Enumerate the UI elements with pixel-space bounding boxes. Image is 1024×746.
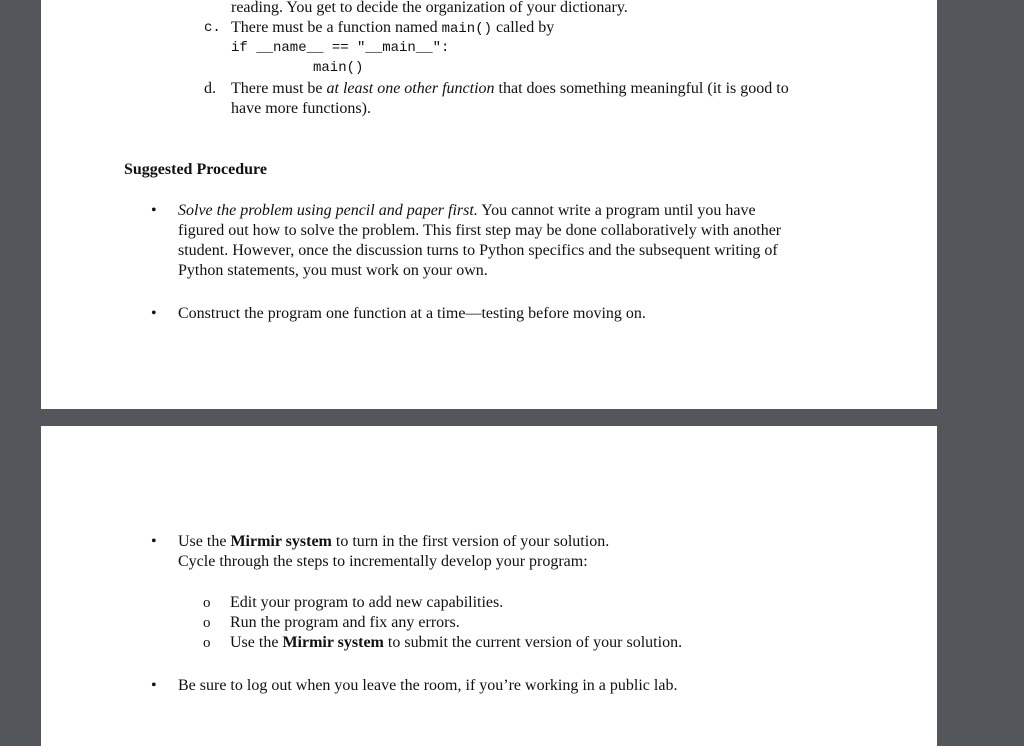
bullet3-line2: Cycle through the steps to incrementally develop your program: [178,553,588,570]
sub-bullet-symbol: o [203,635,211,651]
subitem-submit [230,633,682,653]
sub-bullet-symbol: o [203,615,211,631]
bullet-symbol: • [151,533,157,550]
item-d-text [231,79,789,99]
bullet-symbol: • [151,202,157,219]
text-line-reading: reading. You get to decide the organization of your dictionary. [231,0,628,16]
bullet1-line1 [178,201,756,221]
list-letter-d: d. [204,80,216,97]
bullet-symbol: • [151,677,157,694]
document-page-2 [41,426,937,746]
item-c-text-before: There must be a function named [231,19,438,36]
item-d-line2: have more functions). [231,100,371,117]
code-line-main-call: main() [313,60,364,76]
subitem-submit-bold: Mirmir system [282,634,384,651]
bullet4-text: Be sure to log out when you leave the room, if you’re working in a public lab. [178,677,678,694]
bullet1-line2: figured out how to solve the problem. This first step may be done collaboratively with another [178,222,782,239]
item-c-text-after: called by [496,19,555,36]
subitem-run: Run the program and fix any errors. [230,614,460,631]
item-d-emphasis: at least one other function [326,80,495,97]
bullet3-bold: Mirmir system [230,533,332,550]
bullet3-before: Use the [178,533,227,550]
section-heading: Suggested Procedure [124,161,267,178]
document-page-1 [41,0,937,409]
list-letter-c: c. [204,20,221,36]
code-line-if-name-main: if __name__ == "__main__": [231,40,450,56]
item-d-text-after: that does something meaningful (it is good to [498,80,789,97]
sub-bullet-symbol: o [203,595,211,611]
bullet1-line3: student. However, once the discussion turns to Python specifics and the subsequent writing of [178,242,778,259]
bullet3-line1 [178,532,609,552]
subitem-submit-before: Use the [230,634,279,651]
bullet1-rest: You cannot write a program until you have [481,202,756,219]
item-c-code-inline: main() [441,21,493,37]
item-c-text [231,18,554,39]
bullet1-emphasis: Solve the problem using pencil and paper first. [178,202,478,219]
item-d-text-before: There must be [231,80,323,97]
bullet-symbol: • [151,305,157,322]
bullet3-after: to turn in the first version of your solution. [335,533,610,550]
bullet2-text: Construct the program one function at a time—testing before moving on. [178,305,646,322]
bullet1-line4: Python statements, you must work on your own. [178,262,488,279]
subitem-edit: Edit your program to add new capabilities. [230,594,504,611]
subitem-submit-after: to submit the current version of your solution. [387,634,683,651]
